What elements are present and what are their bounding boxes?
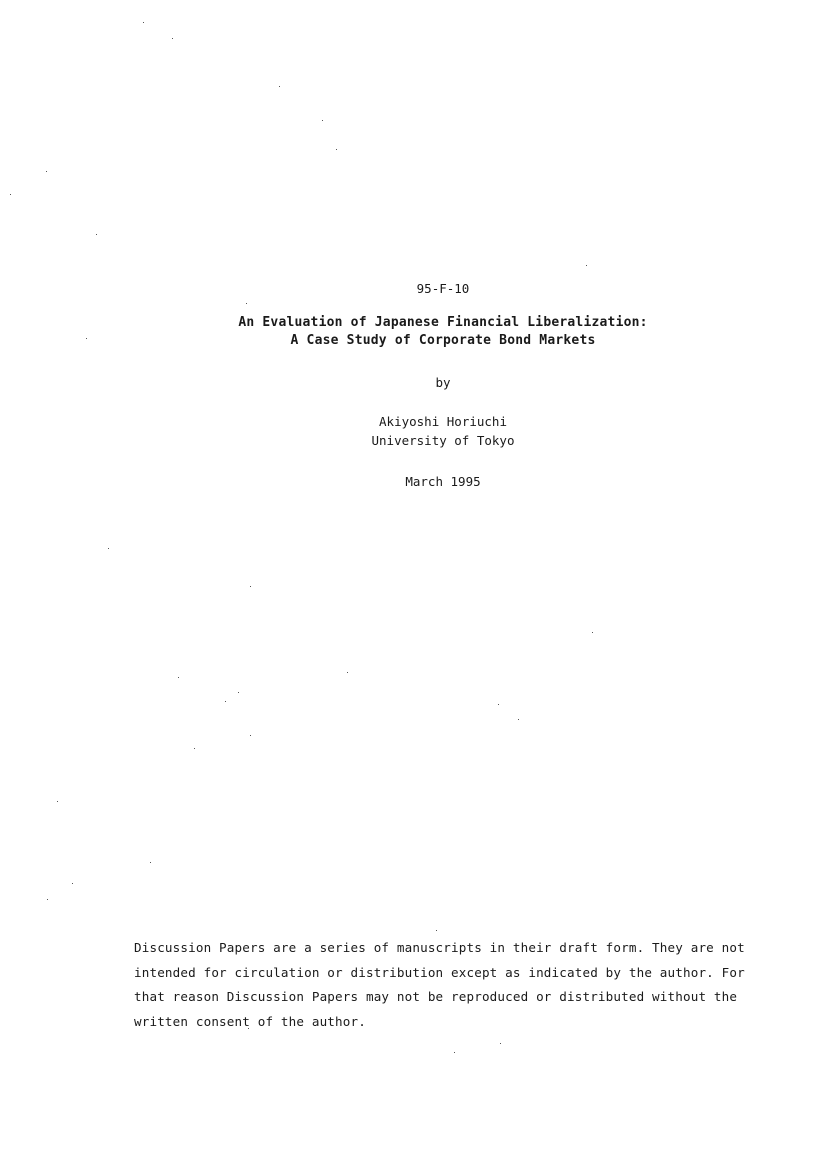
- scan-speck: [238, 692, 239, 693]
- scan-speck: [172, 38, 173, 39]
- scan-speck: [108, 548, 109, 549]
- scan-speck: [498, 704, 499, 705]
- scan-speck: [518, 719, 519, 720]
- scan-speck: [436, 930, 437, 931]
- scan-speck: [143, 22, 144, 23]
- disclaimer-paragraph: [134, 936, 754, 1034]
- scan-speck: [46, 171, 47, 172]
- author-affiliation: University of Tokyo: [371, 433, 515, 448]
- scan-speck: [57, 801, 58, 802]
- title-line-1: An Evaluation of Japanese Financial Liberalization:: [238, 315, 648, 330]
- scan-speck: [10, 194, 11, 195]
- paper-number: 95-F-10: [416, 281, 470, 296]
- scan-speck: [248, 1028, 249, 1029]
- scan-speck: [150, 862, 151, 863]
- scan-speck: [454, 1052, 455, 1053]
- scan-speck: [225, 701, 226, 702]
- scan-speck: [250, 735, 251, 736]
- scan-speck: [336, 149, 337, 150]
- disclaimer-line: that reason Discussion Papers may not be reproduced or distributed without the: [134, 989, 738, 1004]
- scan-speck: [500, 1043, 501, 1044]
- scan-speck: [592, 632, 593, 633]
- scan-speck: [96, 234, 97, 235]
- author-name: Akiyoshi Horiuchi: [379, 414, 507, 429]
- scan-speck: [347, 672, 348, 673]
- scan-speck: [322, 120, 323, 121]
- scan-speck: [194, 748, 195, 749]
- title-line-2: A Case Study of Corporate Bond Markets: [290, 333, 596, 348]
- scan-speck: [47, 899, 48, 900]
- scan-speck: [586, 265, 587, 266]
- scan-speck: [250, 586, 251, 587]
- scan-speck: [246, 303, 247, 304]
- disclaimer-line: written consent of the author.: [134, 1013, 366, 1029]
- publication-date: March 1995: [405, 474, 481, 489]
- by-line: by: [435, 375, 451, 390]
- scan-speck: [279, 86, 280, 87]
- disclaimer-line: Discussion Papers are a series of manuscripts in their draft form. They are not: [134, 940, 745, 955]
- scan-speck: [86, 338, 87, 339]
- disclaimer-line: intended for circulation or distribution except as indicated by the author. For: [134, 964, 745, 980]
- scan-speck: [72, 883, 73, 884]
- scan-speck: [178, 677, 179, 678]
